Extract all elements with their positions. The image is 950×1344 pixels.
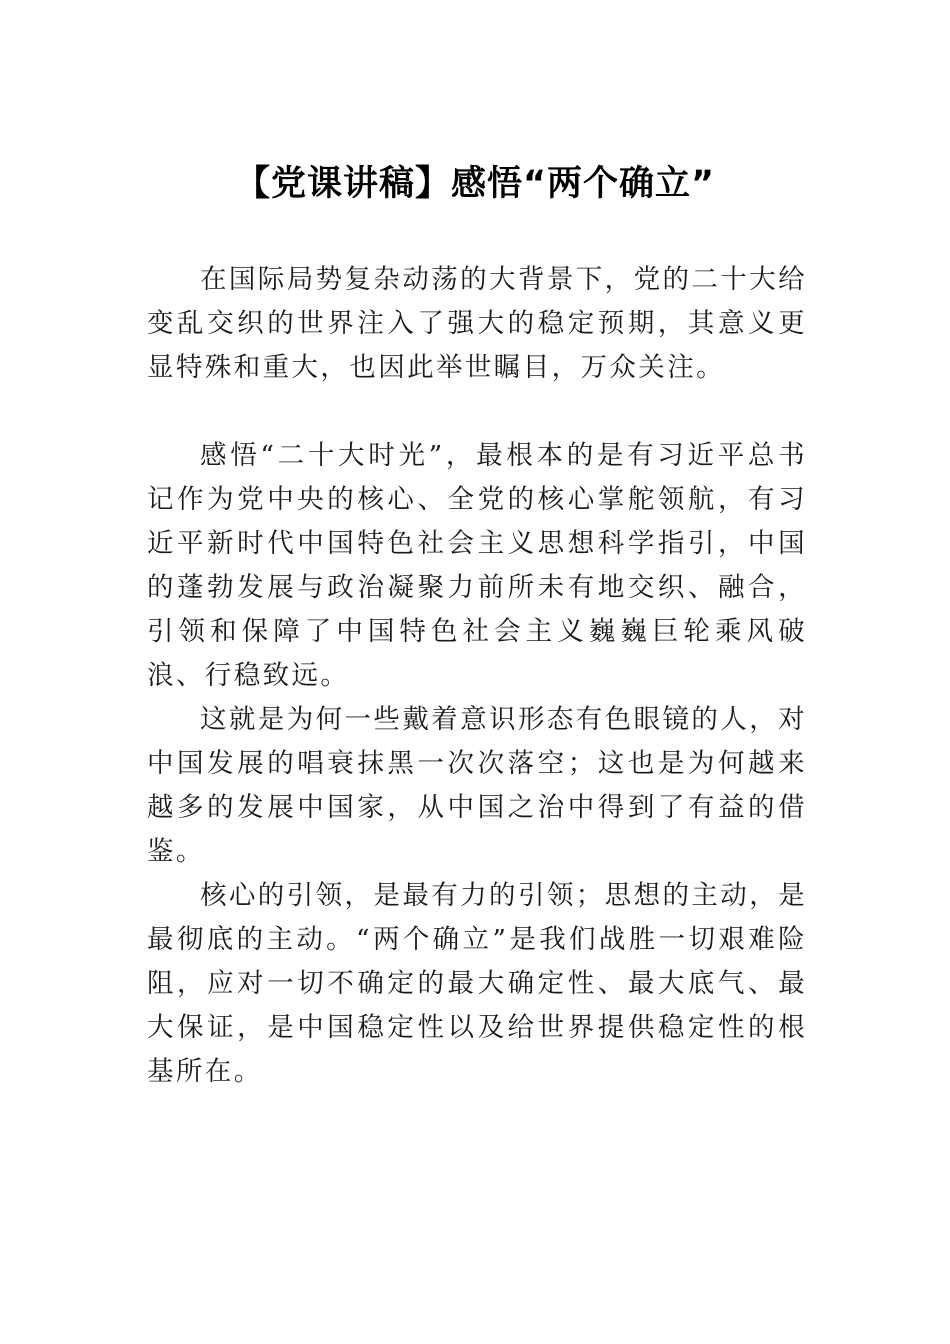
- paragraph-4: 核心的引领，是最有力的引领；思想的主动，是最彻底的主动。“两个确立”是我们战胜一切艰难险阻，应对一切不确定的最大确定性、最大底气、最大保证，是中国稳定性以及给世界提供稳定性的根基所在。: [147, 880, 807, 1087]
- paragraph-3: 这就是为何一些戴着意识形态有色眼镜的人，对中国发展的唱衰抹黑一次次落空；这也是为何越来越多的发展中国家，从中国之治中得到了有益的借鉴。: [147, 704, 807, 867]
- paragraph-1: 在国际局势复杂动荡的大背景下，党的二十大给变乱交织的世界注入了强大的稳定预期，其意义更显特殊和重大，也因此举世瞩目，万众关注。: [147, 264, 807, 383]
- paragraph-2: 感悟“二十大时光”，最根本的是有习近平总书记作为党中央的核心、全党的核心掌舵领航，有习近平新时代中国特色社会主义思想科学指引，中国的蓬勃发展与政治凝聚力前所未有地交织、融合，引领和保障了中国特色社会主义巍巍巨轮乘风破浪、行稳致远。: [147, 440, 807, 691]
- document-title: 【党课讲稿】感悟“两个确立”: [234, 164, 715, 204]
